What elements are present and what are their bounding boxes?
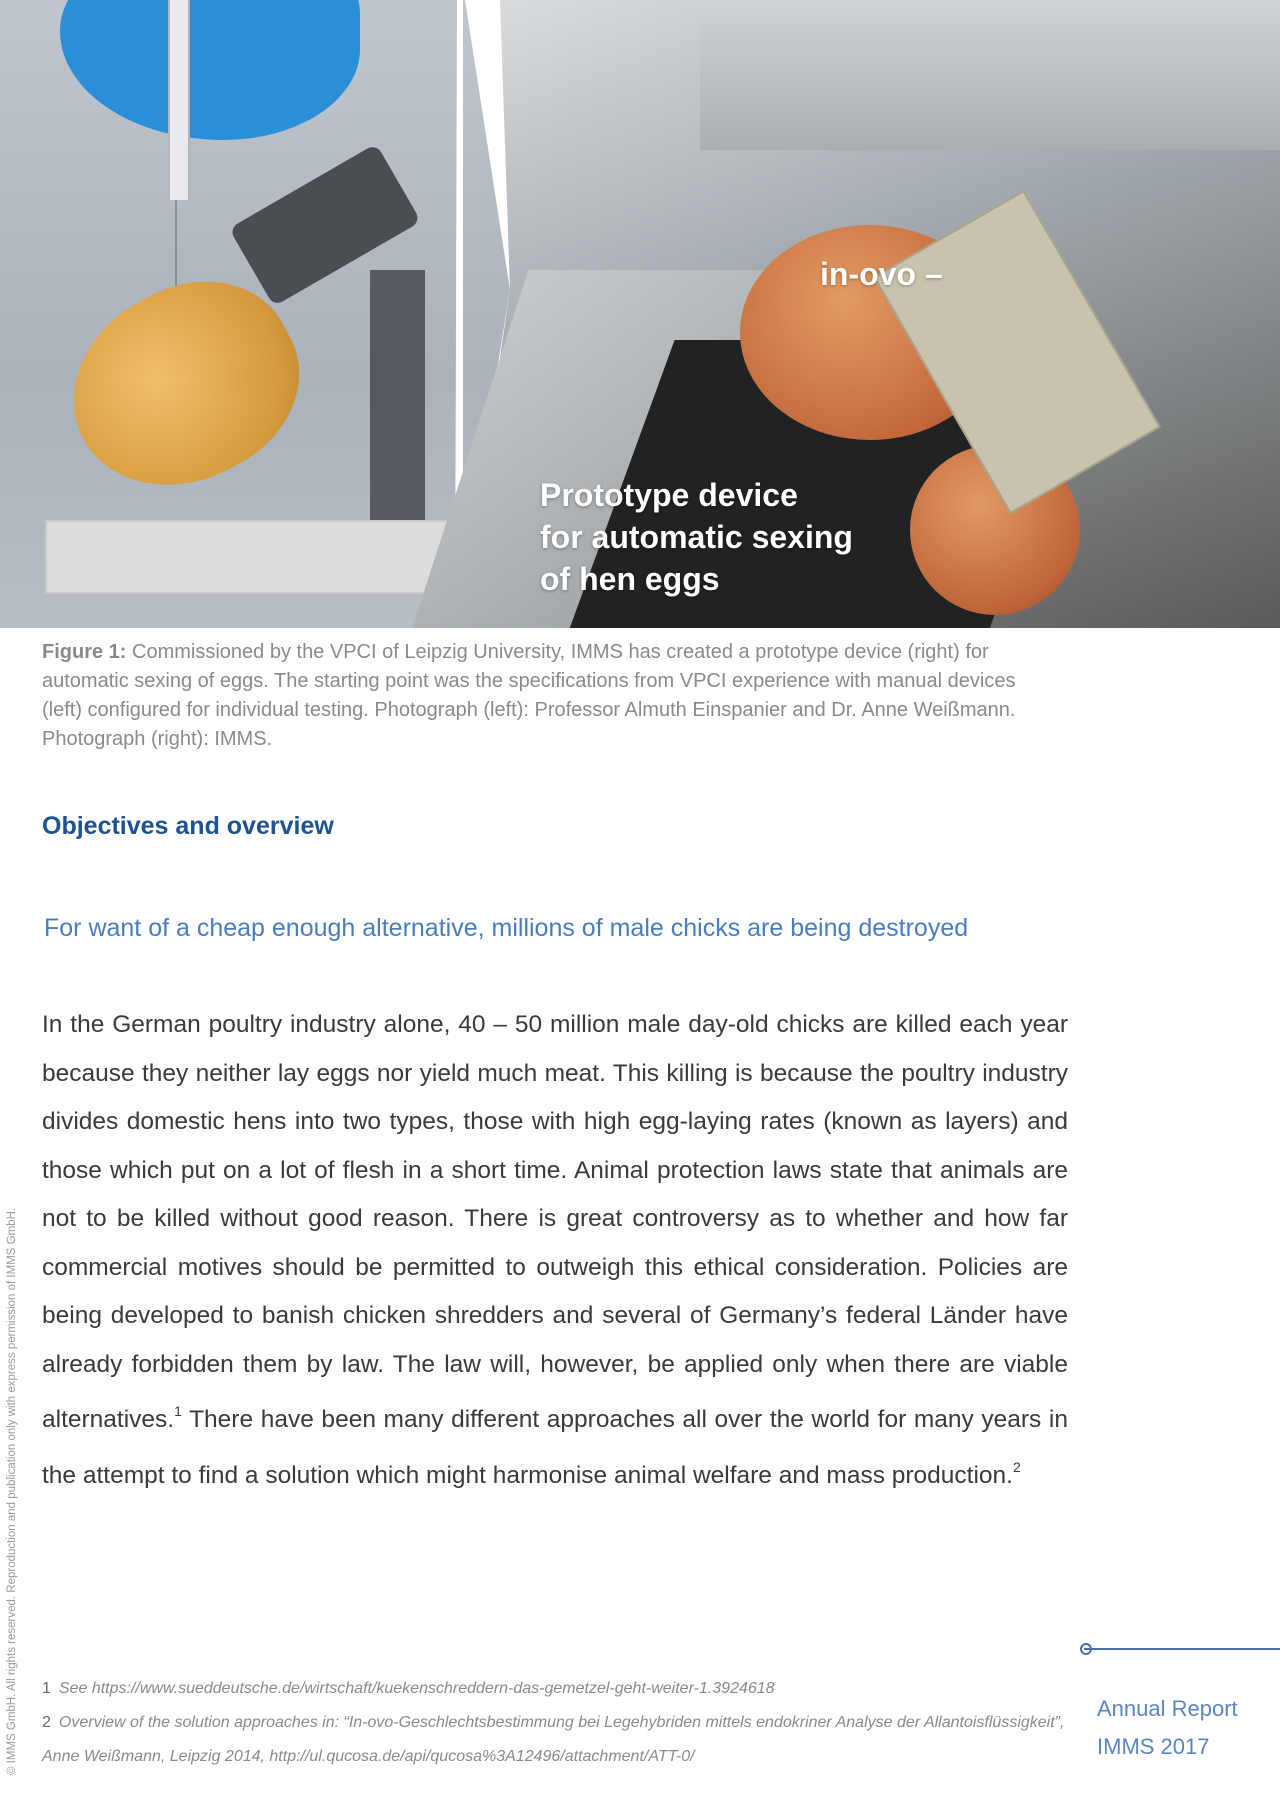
body-text-part1: In the German poultry industry alone, 40 – 50 million male day-old chicks are killed each year because they neither lay eggs nor yield much meat. This killing is because the poultry industry divides domestic hens into two types, those with high egg-laying rates (known as layers) and those which put on a lot of flesh in a short time. Animal protection laws state that animals are not to be killed without good reason. There is great controversy as to whether and how far commercial motives should be permitted to outweigh this ethical consideration. Policies are being developed to banish chicken shredders and several of Germany’s federal Länder have already forbidden them by law. The law will, however, be applied only when there are viable alternatives. [42,1011,1068,1434]
hero-label-line: of hen eggs [540,561,720,597]
copyright-notice: © IMMS GmbH. All rights reserved. Reproduction and publication only with express permission of IMMS GmbH. [6,1207,18,1775]
footnote-text[interactable]: See https://www.sueddeutsche.de/wirtschaft/kuekenschreddern-das-gemetzel-geht-weiter-1.3924618 [58,1680,775,1697]
report-line-1: Annual Report [1097,1696,1238,1721]
figure-caption [42,638,1042,754]
device-base [45,520,459,594]
hero-label-prototype [540,474,853,600]
machine-gantry [700,0,1280,150]
hero-image [0,0,1280,628]
footnote-ref-2[interactable]: 2 [1012,1458,1021,1475]
body-paragraph [42,1001,1068,1500]
syringe [168,0,190,200]
footnote-number: 2 [42,1714,51,1731]
annual-report-label [1097,1690,1238,1766]
caption-lead: Figure 1: [42,641,127,663]
caption-text: Commissioned by the VPCI of Leipzig University, IMMS has created a prototype device (right) for automatic sexing of eggs. The starting point was the specifications from VPCI experience with manual devices (left) configured for individual testing. Photograph (left): Professor Almuth Einspanier and Dr. Anne Weißmann. Photograph (right): IMMS. [42,641,1016,750]
subheading: For want of a cheap enough alternative, millions of male chicks are being destroyed [44,914,969,942]
hero-label-line: Prototype device [540,477,798,513]
footnote-number: 1 [42,1680,51,1697]
hero-label-line: for automatic sexing [540,519,853,555]
report-rule [1084,1648,1280,1650]
footnote-ref-1[interactable]: 1 [174,1403,182,1419]
report-line-2: IMMS 2017 [1097,1734,1210,1759]
footnotes [42,1672,1082,1774]
footnote-item [42,1706,1082,1774]
footnote-text[interactable]: Overview of the solution approaches in: “In-ovo-Geschlechtsbestimmung bei Legehybriden mittels endokriner Analyse der Allantoisflüssigkeit”, Anne Weißmann, Leipzig 2014, http://ul.qucosa.de/api/qucosa%3A12496/attachment/ATT-0/ [42,1714,1065,1765]
clamp-stand [370,270,425,520]
glove-hand [60,0,360,140]
section-title: Objectives and overview [42,812,334,840]
body-text-part2: There have been many different approaches all over the world for many years in the attempt to find a solution which might harmonise animal welfare and mass production. [42,1406,1068,1489]
hero-label-in-ovo: in-ovo – [820,256,943,292]
footnote-item [42,1672,1082,1706]
